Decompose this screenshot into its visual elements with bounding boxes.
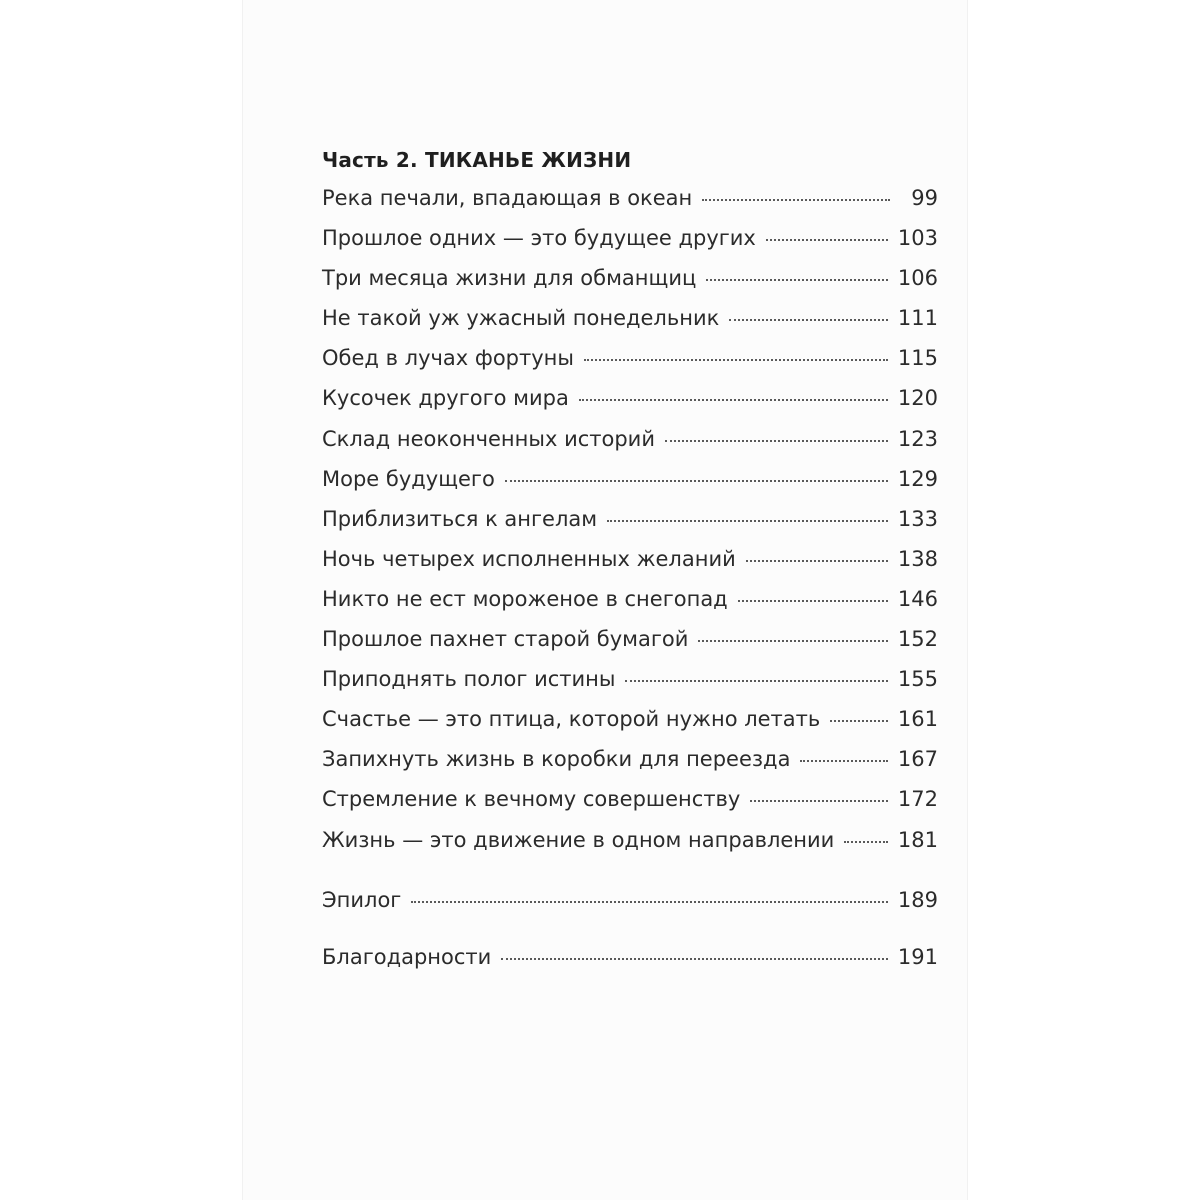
toc-entry bbox=[320, 579, 940, 619]
dot-leader bbox=[411, 901, 888, 903]
toc-entry bbox=[320, 699, 940, 739]
toc-entry-title: Приподнять полог истины bbox=[322, 667, 616, 692]
toc-entry-title: Прошлое одних — это будущее других bbox=[322, 226, 756, 251]
toc-entry-page: 152 bbox=[897, 627, 938, 652]
toc-entry-epilogue bbox=[320, 880, 940, 920]
dot-leader bbox=[505, 480, 888, 482]
toc-entry-title: Река печали, впадающая в океан bbox=[322, 186, 693, 210]
toc-entry-page: 129 bbox=[897, 466, 938, 491]
toc-entry-title: Запихнуть жизнь в коробки для переезда bbox=[322, 747, 791, 772]
toc-entry bbox=[320, 298, 940, 338]
dot-leader bbox=[702, 199, 890, 201]
dot-leader bbox=[830, 720, 888, 722]
dot-leader bbox=[579, 399, 888, 401]
toc-entry bbox=[320, 459, 940, 499]
toc-entry bbox=[320, 739, 940, 779]
dot-leader bbox=[746, 560, 888, 562]
toc-entry bbox=[320, 539, 940, 579]
dot-leader bbox=[844, 841, 888, 843]
toc-entry bbox=[320, 338, 940, 378]
toc-entry-title: Жизнь — это движение в одном направлении bbox=[322, 827, 835, 852]
dot-leader bbox=[625, 680, 887, 682]
toc-entry-page: 120 bbox=[897, 386, 938, 411]
toc-entry-page: 103 bbox=[897, 226, 938, 251]
toc-entry-title: Никто не ест мороженое в снегопад bbox=[322, 586, 728, 611]
toc-entry bbox=[320, 218, 940, 258]
dot-leader bbox=[729, 319, 888, 321]
toc-entry-title: Эпилог bbox=[322, 887, 402, 912]
toc-entry bbox=[320, 378, 940, 418]
toc-entry bbox=[320, 178, 940, 218]
dot-leader bbox=[706, 279, 888, 281]
toc-entry bbox=[320, 419, 940, 459]
toc-entry-page: 111 bbox=[897, 306, 938, 331]
toc-entry-title: Счастье — это птица, которой нужно летать bbox=[322, 707, 821, 732]
toc-entry-page: 99 bbox=[911, 186, 938, 210]
dot-leader bbox=[800, 760, 887, 762]
toc-entry-page: 189 bbox=[897, 887, 938, 912]
toc-entry bbox=[320, 619, 940, 659]
toc-entry bbox=[320, 258, 940, 298]
toc-entry-page: 172 bbox=[897, 787, 938, 812]
toc-entry-title: Море будущего bbox=[322, 466, 495, 491]
toc-entry-page: 181 bbox=[897, 827, 938, 852]
dot-leader bbox=[665, 440, 888, 442]
toc-entry bbox=[320, 499, 940, 539]
toc-entry-title: Прошлое пахнет старой бумагой bbox=[322, 627, 689, 652]
toc-entry-title: Склад неоконченных историй bbox=[322, 426, 655, 451]
toc-entry-page: 106 bbox=[897, 266, 938, 291]
toc-entry-page: 146 bbox=[897, 586, 938, 611]
dot-leader bbox=[584, 359, 888, 361]
dot-leader bbox=[607, 520, 888, 522]
toc-entry-title: Ночь четырех исполненных желаний bbox=[322, 546, 736, 571]
toc-entry-title: Приблизиться к ангелам bbox=[322, 506, 598, 531]
dot-leader bbox=[750, 800, 888, 802]
toc-entry-page: 115 bbox=[897, 346, 938, 371]
toc-entry-page: 155 bbox=[897, 667, 938, 692]
toc-entry-title: Обед в лучах фортуны bbox=[322, 346, 574, 371]
toc-entry-title: Не такой уж ужасный понедельник bbox=[322, 306, 720, 331]
toc-entry bbox=[320, 820, 940, 860]
toc-entry-page: 167 bbox=[897, 747, 938, 772]
toc-entry-page: 123 bbox=[897, 426, 938, 451]
toc-entry-page: 133 bbox=[897, 506, 938, 531]
toc-entry-title: Стремление к вечному совершенству bbox=[322, 787, 741, 812]
toc-entry bbox=[320, 659, 940, 699]
toc-entry-title: Кусочек другого мира bbox=[322, 386, 569, 411]
toc-entry-acknowledgements bbox=[320, 937, 940, 977]
toc-entry-page: 191 bbox=[897, 944, 938, 969]
toc-entry-title: Три месяца жизни для обманщиц bbox=[322, 266, 697, 291]
dot-leader bbox=[501, 958, 888, 960]
toc-entry-page: 161 bbox=[897, 707, 938, 732]
dot-leader bbox=[698, 640, 888, 642]
toc-entry bbox=[320, 779, 940, 819]
toc-entry-title: Благодарности bbox=[322, 944, 492, 969]
table-of-contents bbox=[320, 143, 940, 977]
toc-entry-page: 138 bbox=[897, 546, 938, 571]
dot-leader bbox=[766, 239, 888, 241]
part-heading: Часть 2. ТИКАНЬЕ ЖИЗНИ bbox=[322, 148, 632, 172]
dot-leader bbox=[738, 600, 888, 602]
